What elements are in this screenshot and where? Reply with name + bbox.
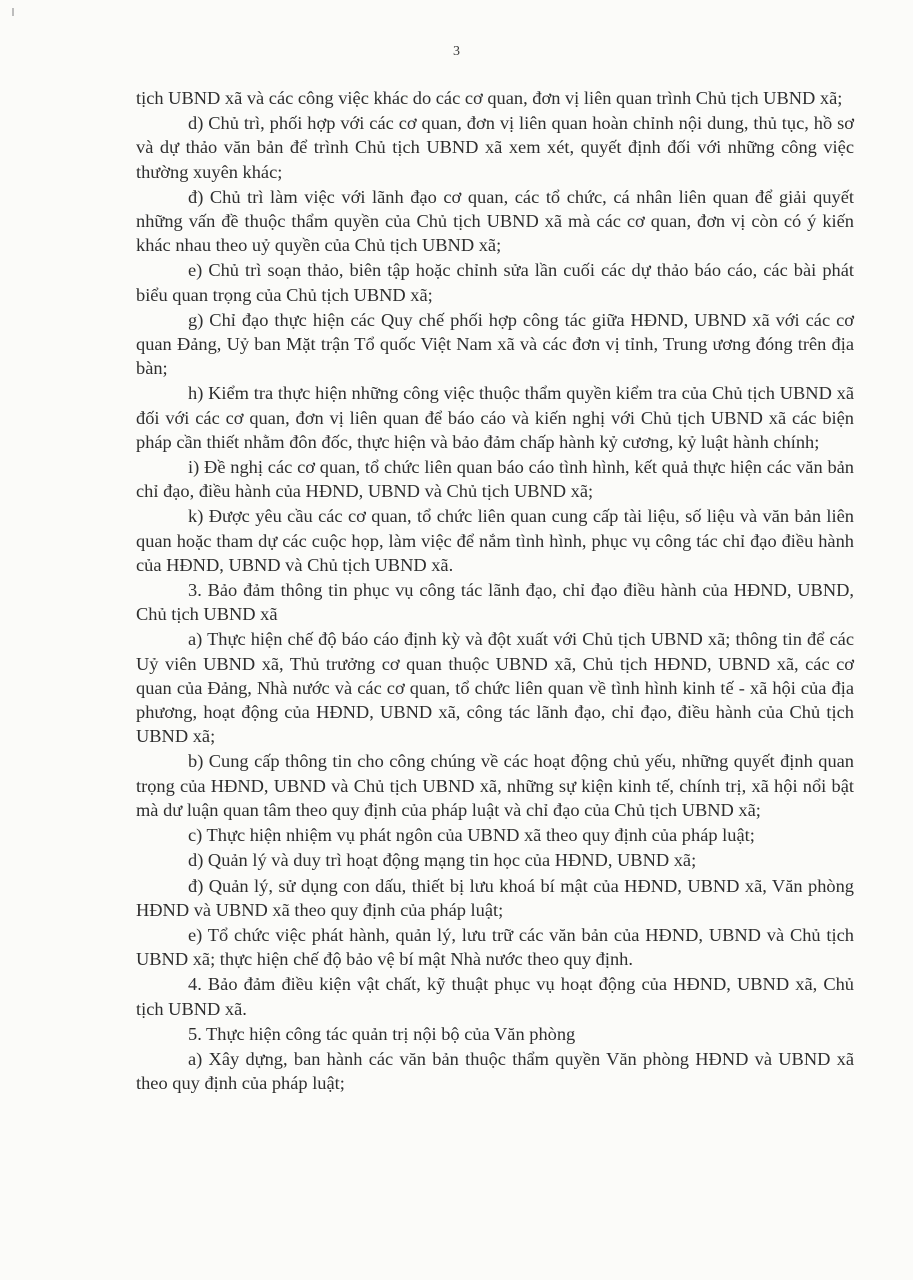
paragraph-5a: a) Xây dựng, ban hành các văn bản thuộc thẩm quyền Văn phòng HĐND và UBND xã theo quy định của pháp luật; [136,1048,854,1094]
paragraph-3d: d) Quản lý và duy trì hoạt động mạng tin học của HĐND, UBND xã; [188,850,697,871]
paragraph-continued: tịch UBND xã và các công việc khác do các cơ quan, đơn vị liên quan trình Chủ tịch UBND xã; [136,88,843,108]
paragraph-item-i: i) Đề nghị các cơ quan, tổ chức liên quan báo cáo tình hình, kết quả thực hiện các văn bản chỉ đạo, điều hành của HĐND, UBND và Chủ tịch UBND xã; [136,457,854,502]
document-body [136,86,854,1096]
paragraph-3dd: đ) Quản lý, sử dụng con dấu, thiết bị lưu khoá bí mật của HĐND, UBND xã, Văn phòng HĐND và UBND xã theo quy định của pháp luật; [136,875,854,920]
paragraph-item-h: h) Kiểm tra thực hiện những công việc thuộc thẩm quyền kiểm tra của Chủ tịch UBND xã đối với các cơ quan, đơn vị liên quan để báo cáo và kiến nghị với Chủ tịch UBND xã các biện pháp cần thiết nhằm đôn đốc, thực hiện và bảo đảm chấp hành kỷ cương, kỷ luật hành chính; [136,383,854,452]
paragraph-3e: e) Tổ chức việc phát hành, quản lý, lưu trữ các văn bản của HĐND, UBND và Chủ tịch UBND xã; thực hiện chế độ bảo vệ bí mật Nhà nước theo quy định. [136,924,854,970]
paragraph-item-d: d) Chủ trì, phối hợp với các cơ quan, đơn vị liên quan hoàn chỉnh nội dung, thủ tục, hồ sơ và dự thảo văn bản để trình Chủ tịch UBND xã xem xét, quyết định đối với những công việc thường xuyên khác; [136,113,854,182]
paragraph-3c: c) Thực hiện nhiệm vụ phát ngôn của UBND xã theo quy định của pháp luật; [188,825,755,846]
paragraph-item-k: k) Được yêu cầu các cơ quan, tổ chức liên quan cung cấp tài liệu, số liệu và văn bản liên quan hoặc tham dự các cuộc họp, làm việc để nắm tình hình, phục vụ công tác chỉ đạo điều hành của HĐND, UBND và Chủ tịch UBND xã. [136,506,854,575]
paragraph-3b: b) Cung cấp thông tin cho công chúng về các hoạt động chủ yếu, những quyết định quan trọng của HĐND, UBND và Chủ tịch UBND xã, những sự kiện kinh tế, chính trị, xã hội nổi bật mà dư luận quan tâm theo quy định của pháp luật và chỉ đạo của Chủ tịch UBND xã; [136,751,854,820]
paragraph-item-e: e) Chủ trì soạn thảo, biên tập hoặc chỉnh sửa lần cuối các dự thảo báo cáo, các bài phát biểu quan trọng của Chủ tịch UBND xã; [136,260,854,305]
scan-artifact [12,8,14,16]
paragraph-item-g: g) Chỉ đạo thực hiện các Quy chế phối hợp công tác giữa HĐND, UBND xã với các cơ quan Đảng, Uỷ ban Mặt trận Tổ quốc Việt Nam xã và các đơn vị tỉnh, Trung ương đóng trên địa bàn; [136,309,854,379]
section-heading-3: 3. Bảo đảm thông tin phục vụ công tác lãnh đạo, chỉ đạo điều hành của HĐND, UBND, Chủ tịch UBND xã [136,580,854,625]
section-heading-5: 5. Thực hiện công tác quản trị nội bộ của Văn phòng [188,1023,576,1044]
paragraph-item-dd: đ) Chủ trì làm việc với lãnh đạo cơ quan, các tổ chức, cá nhân liên quan để giải quyết những vấn đề thuộc thẩm quyền của Chủ tịch UBND xã mà các cơ quan, đơn vị còn có ý kiến khác nhau theo uỷ quyền của Chủ tịch UBND xã; [136,186,854,256]
paragraph-3a: a) Thực hiện chế độ báo cáo định kỳ và đột xuất với Chủ tịch UBND xã; thông tin để các Uỷ viên UBND xã, Thủ trưởng cơ quan thuộc UBND xã, Chủ tịch HĐND, UBND xã, các cơ quan của Đảng, Nhà nước và các cơ quan, tổ chức liên quan về tình hình kinh tế - xã hội của địa phương, hoạt động của HĐND, UBND xã, công tác lãnh đạo, chỉ đạo, điều hành của Chủ tịch UBND xã; [136,629,854,747]
page-number: 3 [453,44,460,59]
section-heading-4: 4. Bảo đảm điều kiện vật chất, kỹ thuật phục vụ hoạt động của HĐND, UBND xã, Chủ tịch UBND xã. [136,974,854,1019]
